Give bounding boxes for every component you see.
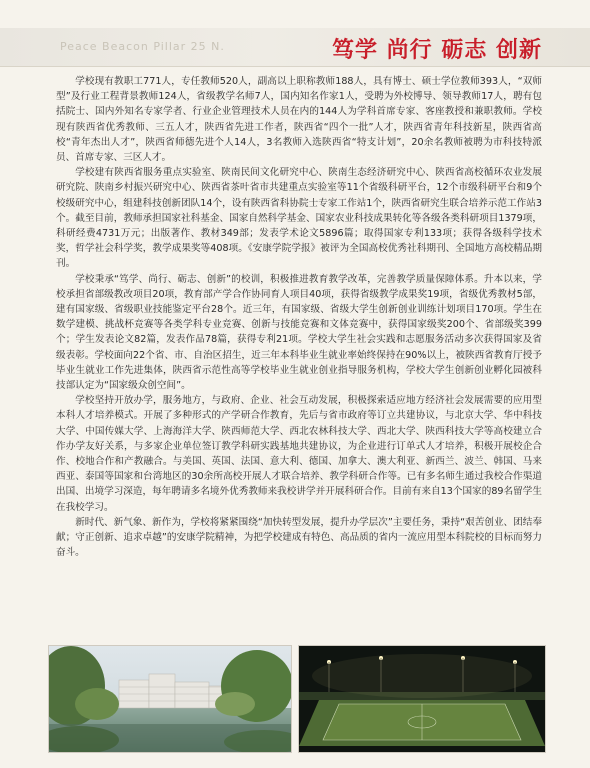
article-body bbox=[56, 74, 542, 561]
sports-field-image bbox=[299, 646, 545, 752]
paragraph-teaching: 学校秉承“笃学、尚行、砺志、创新”的校训，积极推进教育教学改革，完善教学质量保障体系。升本以来，学校承担省部级教改项目20项，教育部产学合作协同育人项目40项，获得省级教学成果奖19项，省级优秀教材5部，建有国家级、省级职业技能鉴定平台28个。近三年，有国家级、省级大学生创新创业训练计划项目170项。学生在数学建模、挑战杯竞赛等各类学科专业竞赛、创新与技能竞赛和文体竞赛中，获得国家级奖200个、省部级奖399个；学生发表论文82篇，发表作品78篇，获得专利21项。学校大学生社会实践和志愿服务活动多次获得国家及省级表彰。学校面向22个省、市、自治区招生，近三年本科毕业生就业率始终保持在90%以上，被陕西省教育厅授予毕业生就业工作先进集体，陕西省示范性高等学校毕业生就业创业指导服务机构，学校大学生创新创业孵化园被科技部认定为“国家级众创空间”。 bbox=[56, 273, 542, 392]
faint-heading: Peace Beacon Pillar 25 N. bbox=[60, 40, 225, 53]
paragraph-research: 学校建有陕西省服务重点实验室、陕南民间文化研究中心、陕南生态经济研究中心、陕西省高校循环农业发展研究院、陕南乡村振兴研究中心、陕西省茶叶省市共建重点实验室等11个省级科研平台，12个市级科研平台和9个校级研究中心，组建科技创新团队14个，设有陕西省科协院士专家工作站1个，陕西省研究生联合培养示范工作站3个。截至目前，教师承担国家社科基金、国家自然科学基金、国家农业科技成果转化等各级各类科研项目1379项，科研经费4731万元；出版著作、教材349部；发表学术论文5896篇；取得国家专利133项；获得各级科学技术奖，哲学社会科学奖，教学成果奖等408项。《安康学院学报》被评为全国高校优秀社科期刊、全国地方高校精品期刊。 bbox=[56, 167, 542, 270]
paragraph-faculty: 学校现有教职工771人，专任教师520人，副高以上职称教师188人，具有博士、硕士学位教师393人，“双师型”及行业工程背景教师124人，省级教学名师7人，国内知名作家1人，受聘为外校博导、领导教师17人，聘有包括院士、国内外知名专家学者、行业企业管理技术人员在内的144人为学科首席专家、客座教授和兼职教师。学校现有陕西省优秀教师、三五人才，陕西省先进工作者，陕西省“四个一批”人才，陕西省青年科技新星，陕西省高校“青年杰出人才”，陕西省师德先进个人14人，3名教师入选陕西省“特支计划”，20余名教师被聘为市科技特派员、首席专家、三区人才。 bbox=[56, 76, 542, 164]
sports-field-photo bbox=[298, 645, 546, 753]
paragraph-outlook: 新时代、新气象、新作为，学校将紧紧围绕“加快转型发展，提升办学层次”主要任务，秉持“艰苦创业、团结奉献；守正创新、追求卓越”的安康学院精神，为把学校建成有特色、高品质的省内一流应用型本科院校的目标而努力奋斗。 bbox=[56, 516, 542, 559]
paragraph-cooperation: 学校坚持开放办学，服务地方，与政府、企业、社会互动发展，积极探索适应地方经济社会发展需要的应用型本科人才培养模式。开展了多种形式的产学研合作教育，先后与省市政府等订立共建协议，与北京大学、华中科技大学、中国传媒大学、上海海洋大学、陕西师范大学、西北农林科技大学、西北大学、陕西科技大学等高校建立合作办学友好关系，与多家企业单位签订教学科研实践基地共建协议，为企业进行订单式人才培养，积极开展校企合作、校地合作和产教融合。与美国、英国、法国、意大利、德国、加拿大、澳大利亚、新西兰、波兰、韩国、马来西亚、泰国等国家和台湾地区的30余所高校开展人才联合培养、教学科研合作等。已有多名师生通过我校合作渠道出国、出境学习深造，每年聘请多名境外优秀教师来我校讲学并开展科研合作。目前有来自13个国家的89名留学生在我校学习。 bbox=[56, 395, 542, 513]
campus-lake-photo bbox=[48, 645, 292, 753]
school-motto: 笃学 尚行 砺志 创新 bbox=[332, 38, 542, 63]
campus-lake-image bbox=[49, 646, 291, 752]
